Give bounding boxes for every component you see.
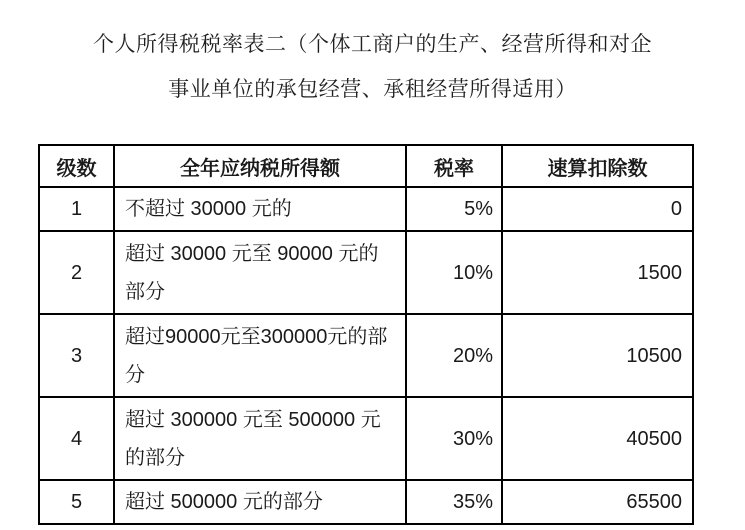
cell-deduction: 1500 [502, 231, 693, 314]
cell-deduction: 65500 [502, 480, 693, 524]
cell-deduction: 0 [502, 187, 693, 231]
cell-income: 超过 500000 元的部分 [114, 480, 406, 524]
table-row [39, 231, 693, 314]
cell-income: 超过90000元至300000元的部分 [114, 314, 406, 397]
table-header-row [39, 145, 693, 187]
table-row [39, 187, 693, 231]
cell-rate: 5% [406, 187, 502, 231]
cell-deduction: 40500 [502, 397, 693, 480]
cell-rate: 30% [406, 397, 502, 480]
cell-rate: 20% [406, 314, 502, 397]
cell-income: 超过 30000 元至 90000 元的部分 [114, 231, 406, 314]
table-row [39, 480, 693, 524]
cell-deduction: 10500 [502, 314, 693, 397]
cell-rate: 35% [406, 480, 502, 524]
table-row [39, 397, 693, 480]
document-title [0, 22, 745, 112]
title-line-2: 事业单位的承包经营、承租经营所得适用） [168, 78, 577, 101]
cell-level: 5 [39, 480, 114, 524]
cell-rate: 10% [406, 231, 502, 314]
cell-income: 超过 300000 元至 500000 元的部分 [114, 397, 406, 480]
cell-level: 4 [39, 397, 114, 480]
column-header-rate: 税率 [406, 145, 502, 187]
column-header-level: 级数 [39, 145, 114, 187]
cell-level: 1 [39, 187, 114, 231]
cell-income: 不超过 30000 元的 [114, 187, 406, 231]
column-header-income: 全年应纳税所得额 [114, 145, 406, 187]
title-line-1: 个人所得税税率表二（个体工商户的生产、经营所得和对企 [93, 33, 652, 56]
tax-rate-table [38, 144, 694, 525]
table-row [39, 314, 693, 397]
column-header-deduction: 速算扣除数 [502, 145, 693, 187]
cell-level: 2 [39, 231, 114, 314]
cell-level: 3 [39, 314, 114, 397]
